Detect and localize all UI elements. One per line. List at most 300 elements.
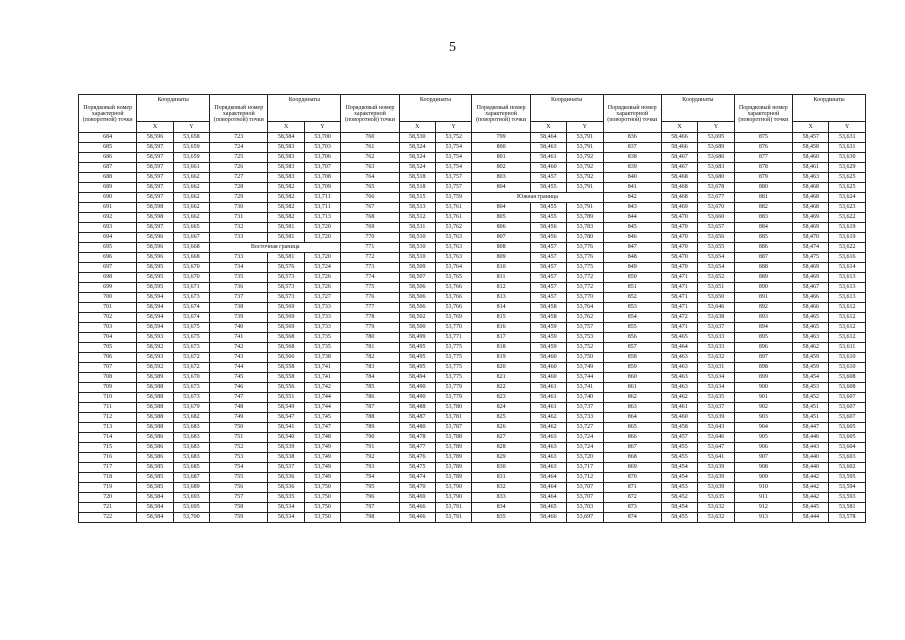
y-header: Y xyxy=(698,122,734,133)
y-value: 53,757 xyxy=(435,173,471,183)
x-value: 58,455 xyxy=(661,453,697,463)
point-number: 729 xyxy=(210,193,268,203)
point-number: 891 xyxy=(734,293,792,303)
x-value: 58,442 xyxy=(792,483,828,493)
y-value: 53,612 xyxy=(829,303,866,313)
y-value: 53,789 xyxy=(567,213,603,223)
point-number: 818 xyxy=(472,343,530,353)
y-value: 53,613 xyxy=(829,273,866,283)
point-number: 861 xyxy=(603,383,661,393)
x-value: 58,463 xyxy=(661,383,697,393)
point-number: 905 xyxy=(734,433,792,443)
point-number: 685 xyxy=(79,143,137,153)
table-row xyxy=(79,263,866,273)
x-value: 58,524 xyxy=(399,143,435,153)
x-header: X xyxy=(399,122,435,133)
point-number: 813 xyxy=(472,293,530,303)
y-value: 53,656 xyxy=(698,233,734,243)
y-value: 53,754 xyxy=(435,153,471,163)
y-value: 53,675 xyxy=(173,323,209,333)
y-value: 53,672 xyxy=(173,363,209,373)
point-number: 774 xyxy=(341,273,399,283)
x-value: 58,460 xyxy=(792,153,828,163)
point-number: 868 xyxy=(603,453,661,463)
y-value: 53,766 xyxy=(435,303,471,313)
point-number-header: Порядковый номер характерной (поворотной) точки xyxy=(341,95,399,133)
point-number-header: Порядковый номер характерной (поворотной) точки xyxy=(210,95,268,133)
x-value: 58,585 xyxy=(137,463,173,473)
y-value: 53,683 xyxy=(173,433,209,443)
x-value: 58,457 xyxy=(530,263,566,273)
x-value: 58,455 xyxy=(530,183,566,193)
point-number: 725 xyxy=(210,153,268,163)
point-number: 737 xyxy=(210,293,268,303)
y-value: 53,791 xyxy=(435,503,471,513)
y-value: 53,616 xyxy=(829,253,866,263)
x-value: 58,470 xyxy=(661,223,697,233)
x-value: 58,588 xyxy=(137,403,173,413)
y-value: 53,757 xyxy=(435,183,471,193)
x-value: 58,460 xyxy=(661,413,697,423)
point-number: 746 xyxy=(210,383,268,393)
point-number: 874 xyxy=(603,513,661,523)
x-value: 58,470 xyxy=(661,253,697,263)
x-value: 58,463 xyxy=(530,453,566,463)
y-value: 53,763 xyxy=(435,233,471,243)
x-value: 58,460 xyxy=(530,363,566,373)
x-value: 58,463 xyxy=(530,463,566,473)
point-number: 804 xyxy=(472,183,530,193)
x-value: 58,500 xyxy=(399,323,435,333)
point-number: 850 xyxy=(603,273,661,283)
y-value: 53,622 xyxy=(829,243,866,253)
point-number: 889 xyxy=(734,273,792,283)
x-value: 58,451 xyxy=(792,413,828,423)
x-value: 58,445 xyxy=(792,503,828,513)
y-value: 53,750 xyxy=(304,513,340,523)
y-value: 53,772 xyxy=(567,273,603,283)
x-value: 58,470 xyxy=(661,263,697,273)
boundary-label: Южная граница xyxy=(472,193,603,203)
point-number: 881 xyxy=(734,193,792,203)
table-row xyxy=(79,273,866,283)
y-value: 53,744 xyxy=(304,403,340,413)
y-value: 53,788 xyxy=(435,433,471,443)
point-number: 828 xyxy=(472,443,530,453)
table-row xyxy=(79,253,866,263)
y-value: 53,613 xyxy=(829,293,866,303)
x-value: 58,586 xyxy=(137,453,173,463)
x-value: 58,465 xyxy=(792,313,828,323)
point-number: 858 xyxy=(603,353,661,363)
coordinates-header: Координаты xyxy=(268,95,341,122)
y-value: 53,668 xyxy=(173,253,209,263)
y-value: 53,673 xyxy=(173,383,209,393)
y-value: 53,747 xyxy=(304,423,340,433)
point-number: 869 xyxy=(603,463,661,473)
x-value: 58,510 xyxy=(399,233,435,243)
x-value: 58,457 xyxy=(792,133,828,143)
y-value: 53,706 xyxy=(304,153,340,163)
x-value: 58,509 xyxy=(399,263,435,273)
y-value: 53,631 xyxy=(698,363,734,373)
y-value: 53,750 xyxy=(304,503,340,513)
x-value: 58,461 xyxy=(661,403,697,413)
point-number: 742 xyxy=(210,343,268,353)
point-number: 800 xyxy=(472,143,530,153)
y-value: 53,637 xyxy=(698,323,734,333)
x-value: 58,460 xyxy=(530,373,566,383)
y-value: 53,607 xyxy=(829,413,866,423)
y-value: 53,708 xyxy=(304,173,340,183)
y-value: 53,780 xyxy=(435,403,471,413)
y-value: 53,733 xyxy=(567,413,603,423)
point-number: 797 xyxy=(341,503,399,513)
y-value: 53,611 xyxy=(829,343,866,353)
y-value: 53,614 xyxy=(829,263,866,273)
y-value: 53,724 xyxy=(567,433,603,443)
point-number: 700 xyxy=(79,293,137,303)
point-number: 834 xyxy=(472,503,530,513)
y-value: 53,659 xyxy=(173,143,209,153)
y-value: 53,671 xyxy=(173,283,209,293)
y-value: 53,634 xyxy=(698,373,734,383)
x-value: 58,454 xyxy=(661,463,697,473)
x-value: 58,568 xyxy=(268,343,304,353)
point-number: 827 xyxy=(472,433,530,443)
y-value: 53,766 xyxy=(435,293,471,303)
table-row xyxy=(79,513,866,523)
y-value: 53,633 xyxy=(698,343,734,353)
x-value: 58,477 xyxy=(399,443,435,453)
x-value: 58,471 xyxy=(661,273,697,283)
x-value: 58,462 xyxy=(530,423,566,433)
point-number: 831 xyxy=(472,473,530,483)
x-value: 58,467 xyxy=(792,283,828,293)
y-value: 53,662 xyxy=(173,173,209,183)
y-value: 53,605 xyxy=(829,423,866,433)
point-number: 795 xyxy=(341,483,399,493)
table-row xyxy=(79,393,866,403)
y-value: 53,720 xyxy=(304,253,340,263)
point-number: 770 xyxy=(341,233,399,243)
table-row xyxy=(79,303,866,313)
x-value: 58,454 xyxy=(661,473,697,483)
point-number: 752 xyxy=(210,443,268,453)
point-number: 702 xyxy=(79,313,137,323)
table-row xyxy=(79,173,866,183)
point-number: 766 xyxy=(341,193,399,203)
point-number: 724 xyxy=(210,143,268,153)
point-number: 718 xyxy=(79,473,137,483)
table-row xyxy=(79,213,866,223)
point-number: 773 xyxy=(341,263,399,273)
y-value: 53,660 xyxy=(698,213,734,223)
y-header: Y xyxy=(173,122,209,133)
y-value: 53,750 xyxy=(567,353,603,363)
point-number: 845 xyxy=(603,223,661,233)
x-value: 58,458 xyxy=(530,313,566,323)
point-number: 879 xyxy=(734,173,792,183)
y-value: 53,791 xyxy=(435,513,471,523)
point-number: 709 xyxy=(79,383,137,393)
y-header: Y xyxy=(829,122,866,133)
y-value: 53,639 xyxy=(698,473,734,483)
y-value: 53,762 xyxy=(567,313,603,323)
x-value: 58,451 xyxy=(792,403,828,413)
x-value: 58,462 xyxy=(530,413,566,423)
point-number: 684 xyxy=(79,133,137,143)
x-value: 58,470 xyxy=(661,243,697,253)
x-value: 58,474 xyxy=(399,473,435,483)
table-row xyxy=(79,503,866,513)
y-value: 53,749 xyxy=(567,363,603,373)
x-value: 58,468 xyxy=(661,183,697,193)
point-number: 804 xyxy=(472,203,530,213)
point-number: 809 xyxy=(472,253,530,263)
x-value: 58,471 xyxy=(661,323,697,333)
table-row xyxy=(79,493,866,503)
y-value: 53,619 xyxy=(829,233,866,243)
y-value: 53,631 xyxy=(829,133,866,143)
point-number: 903 xyxy=(734,413,792,423)
y-value: 53,686 xyxy=(698,153,734,163)
x-value: 58,594 xyxy=(137,303,173,313)
y-value: 53,707 xyxy=(567,493,603,503)
x-value: 58,466 xyxy=(399,503,435,513)
x-value: 58,588 xyxy=(137,423,173,433)
y-value: 53,783 xyxy=(567,223,603,233)
point-number: 842 xyxy=(603,193,661,203)
point-number: 824 xyxy=(472,403,530,413)
table-row xyxy=(79,313,866,323)
x-value: 58,585 xyxy=(137,473,173,483)
y-value: 53,655 xyxy=(698,243,734,253)
x-value: 58,469 xyxy=(792,273,828,283)
x-value: 58,524 xyxy=(399,153,435,163)
point-number: 886 xyxy=(734,243,792,253)
x-value: 58,467 xyxy=(661,163,697,173)
x-value: 58,594 xyxy=(137,313,173,323)
point-number: 791 xyxy=(341,443,399,453)
x-value: 58,566 xyxy=(268,353,304,363)
y-value: 53,764 xyxy=(435,263,471,273)
point-number: 739 xyxy=(210,313,268,323)
point-number: 693 xyxy=(79,223,137,233)
x-value: 58,463 xyxy=(661,353,697,363)
point-number: 870 xyxy=(603,473,661,483)
point-number: 714 xyxy=(79,433,137,443)
point-number: 885 xyxy=(734,233,792,243)
x-value: 58,469 xyxy=(399,493,435,503)
point-number: 754 xyxy=(210,463,268,473)
y-value: 53,780 xyxy=(567,233,603,243)
y-value: 53,742 xyxy=(304,383,340,393)
x-value: 58,510 xyxy=(399,253,435,263)
x-value: 58,556 xyxy=(268,383,304,393)
point-number: 750 xyxy=(210,423,268,433)
x-value: 58,595 xyxy=(137,263,173,273)
x-value: 58,595 xyxy=(137,273,173,283)
x-value: 58,515 xyxy=(399,193,435,203)
y-value: 53,578 xyxy=(829,513,866,523)
y-value: 53,781 xyxy=(435,413,471,423)
point-number: 768 xyxy=(341,213,399,223)
y-value: 53,776 xyxy=(567,253,603,263)
x-value: 58,592 xyxy=(137,343,173,353)
point-number: 731 xyxy=(210,213,268,223)
x-value: 58,513 xyxy=(399,203,435,213)
y-value: 53,789 xyxy=(435,463,471,473)
x-value: 58,573 xyxy=(268,293,304,303)
point-number: 864 xyxy=(603,413,661,423)
point-number: 741 xyxy=(210,333,268,343)
point-number: 713 xyxy=(79,423,137,433)
point-number: 736 xyxy=(210,283,268,293)
x-value: 58,551 xyxy=(268,393,304,403)
point-number: 697 xyxy=(79,263,137,273)
point-number: 740 xyxy=(210,323,268,333)
x-value: 58,597 xyxy=(137,173,173,183)
x-value: 58,454 xyxy=(792,373,828,383)
y-value: 53,759 xyxy=(435,193,471,203)
y-value: 53,789 xyxy=(435,453,471,463)
point-number: 780 xyxy=(341,333,399,343)
point-number: 857 xyxy=(603,343,661,353)
coordinates-header: Координаты xyxy=(792,95,865,122)
x-value: 58,453 xyxy=(792,383,828,393)
x-value: 58,464 xyxy=(530,483,566,493)
x-value: 58,457 xyxy=(530,253,566,263)
table-row xyxy=(79,343,866,353)
point-number: 733 xyxy=(210,233,268,243)
y-value: 53,709 xyxy=(304,183,340,193)
y-value: 53,612 xyxy=(829,333,866,343)
y-value: 53,595 xyxy=(829,473,866,483)
point-number: 802 xyxy=(472,163,530,173)
x-value: 58,537 xyxy=(268,463,304,473)
point-number: 853 xyxy=(603,303,661,313)
point-number: 719 xyxy=(79,483,137,493)
y-value: 53,654 xyxy=(698,253,734,263)
point-number: 808 xyxy=(472,243,530,253)
x-value: 58,463 xyxy=(661,363,697,373)
table-row xyxy=(79,243,866,253)
table-row xyxy=(79,293,866,303)
y-value: 53,608 xyxy=(829,383,866,393)
x-value: 58,588 xyxy=(137,383,173,393)
y-header: Y xyxy=(304,122,340,133)
x-value: 58,457 xyxy=(530,173,566,183)
point-number: 704 xyxy=(79,333,137,343)
point-number: 909 xyxy=(734,473,792,483)
point-number: 690 xyxy=(79,193,137,203)
x-value: 58,569 xyxy=(268,303,304,313)
y-value: 53,668 xyxy=(173,243,209,253)
point-number: 878 xyxy=(734,163,792,173)
x-value: 58,458 xyxy=(661,423,697,433)
y-value: 53,738 xyxy=(304,353,340,363)
y-value: 53,612 xyxy=(829,313,866,323)
y-value: 53,662 xyxy=(173,193,209,203)
x-value: 58,457 xyxy=(530,293,566,303)
point-number: 727 xyxy=(210,173,268,183)
y-value: 53,683 xyxy=(173,453,209,463)
x-value: 58,534 xyxy=(268,503,304,513)
page-number: 5 xyxy=(449,40,456,55)
x-value: 58,471 xyxy=(661,303,697,313)
x-value: 58,506 xyxy=(399,293,435,303)
y-value: 53,763 xyxy=(435,243,471,253)
y-value: 53,735 xyxy=(304,333,340,343)
point-number: 687 xyxy=(79,163,137,173)
x-value: 58,454 xyxy=(661,503,697,513)
point-number: 883 xyxy=(734,213,792,223)
point-number-header: Порядковый номер характерной (поворотной) точки xyxy=(79,95,137,133)
y-value: 53,695 xyxy=(698,133,734,143)
y-value: 53,775 xyxy=(435,363,471,373)
y-value: 53,745 xyxy=(304,413,340,423)
y-value: 53,700 xyxy=(304,133,340,143)
x-value: 58,470 xyxy=(661,213,697,223)
y-value: 53,619 xyxy=(829,223,866,233)
point-number: 695 xyxy=(79,243,137,253)
point-number: 835 xyxy=(472,513,530,523)
y-value: 53,603 xyxy=(829,453,866,463)
x-value: 58,589 xyxy=(137,373,173,383)
point-number: 735 xyxy=(210,273,268,283)
point-number: 906 xyxy=(734,443,792,453)
point-number: 892 xyxy=(734,303,792,313)
y-value: 53,683 xyxy=(698,163,734,173)
x-value: 58,541 xyxy=(268,423,304,433)
point-number: 855 xyxy=(603,323,661,333)
y-value: 53,727 xyxy=(567,423,603,433)
y-value: 53,711 xyxy=(304,203,340,213)
x-value: 58,457 xyxy=(661,433,697,443)
y-value: 53,610 xyxy=(829,353,866,363)
point-number: 843 xyxy=(603,203,661,213)
point-number: 776 xyxy=(341,293,399,303)
x-header: X xyxy=(530,122,566,133)
x-value: 58,592 xyxy=(137,363,173,373)
point-number: 734 xyxy=(210,263,268,273)
point-number: 760 xyxy=(341,133,399,143)
x-value: 58,569 xyxy=(268,313,304,323)
x-value: 58,447 xyxy=(792,423,828,433)
x-value: 58,583 xyxy=(268,163,304,173)
y-value: 53,771 xyxy=(435,333,471,343)
point-number: 775 xyxy=(341,283,399,293)
x-value: 58,461 xyxy=(530,393,566,403)
y-value: 53,623 xyxy=(829,203,866,213)
x-value: 58,463 xyxy=(792,173,828,183)
y-value: 53,632 xyxy=(698,353,734,363)
y-value: 53,764 xyxy=(567,303,603,313)
table-row xyxy=(79,423,866,433)
y-value: 53,631 xyxy=(829,143,866,153)
y-value: 53,635 xyxy=(698,393,734,403)
table-body xyxy=(79,133,866,523)
point-number: 890 xyxy=(734,283,792,293)
point-number: 716 xyxy=(79,453,137,463)
point-number: 696 xyxy=(79,253,137,263)
y-value: 53,750 xyxy=(304,493,340,503)
point-number: 888 xyxy=(734,263,792,273)
x-header: X xyxy=(268,122,304,133)
y-value: 53,790 xyxy=(435,483,471,493)
x-value: 58,471 xyxy=(661,293,697,303)
